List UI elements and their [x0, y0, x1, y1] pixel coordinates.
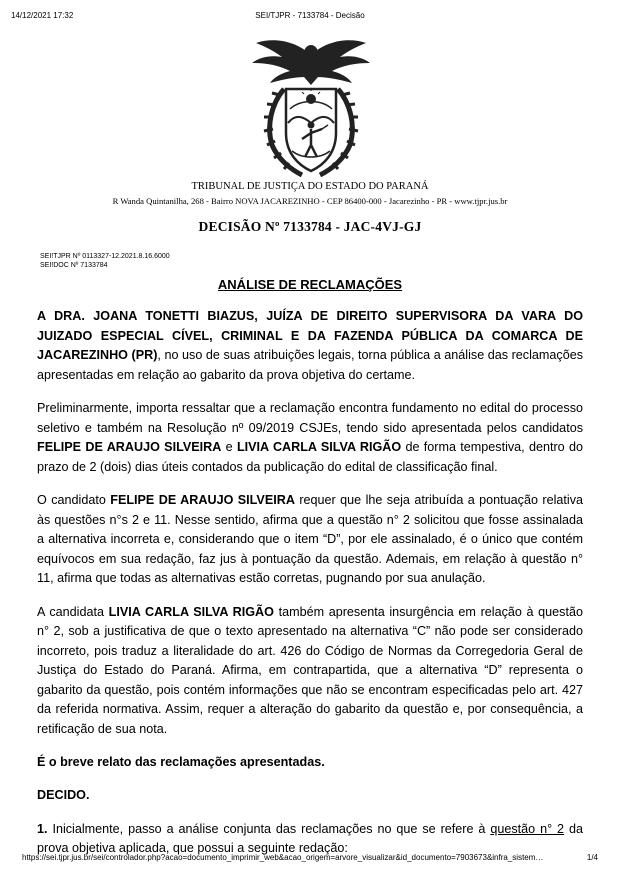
paragraph-candidate-felipe [37, 491, 583, 589]
print-header [0, 0, 620, 26]
page-counter: 1/4 [586, 853, 598, 862]
paragraph-item-1-text-b: da prova objetiva aplicada, que possui a seguinte redação: [37, 821, 583, 856]
court-address: R Wanda Quintanilha, 268 - Bairro NOVA JACAREZINHO - CEP 86400-000 - Jacarezinho - PR - www.tjpr.jus.br [112, 196, 508, 206]
candidate-name-2: LIVIA CARLA SILVA RIGÃO [236, 440, 402, 455]
paragraph-item-1-text-a: Inicialmente, passo a análise conjunta das reclamações no que se refere à [47, 821, 491, 836]
paragraph-preliminary [37, 399, 583, 477]
paragraph-preliminary-and: e [221, 440, 237, 455]
parana-coat-of-arms-icon [244, 33, 378, 178]
candidate-name-1: FELIPE DE ARAUJO SILVEIRA [37, 440, 222, 455]
print-page-title: SEI/TJPR - 7133784 - Decisão [255, 11, 365, 20]
paragraph-felipe-text-b: requer que lhe seja atribuída a pontuação relativa às questões n°s 2 e 11. Nesse sentido, afirma que a questão n° 2 solicitou que fosse assinalada a alternativa incorreta e, considerando que o item “D”, por ele assinalado, é o único que contém equívocos em sua redação, faz jus à pontuação da questão. Ademais, em relação à questão n° 11, afirma que todas as alternativas estão corretas, pugnando por sua anulação. [37, 492, 583, 586]
candidate-name-felipe: FELIPE DE ARAUJO SILVEIRA [110, 492, 295, 507]
section-heading: ANÁLISE DE RECLAMAÇÕES [217, 277, 403, 292]
sei-doc-number: SEI!DOC Nº 7133784 [40, 262, 108, 269]
court-name: TRIBUNAL DE JUSTIÇA DO ESTADO DO PARANÁ [191, 181, 429, 192]
paragraph-preliminary-text-b: de forma tempestiva, dentro do prazo de 2 (dois) dias úteis contados da publicação do edital de classificação final. [37, 440, 583, 474]
paragraph-intro [37, 307, 583, 385]
paragraph-livia-text-a: A candidata [37, 604, 109, 619]
paragraph-livia-text-b: também apresenta insurgência em relação à questão n° 2, sob a justificativa de que o texto apresentado na alternativa “C” não pode ser considerado incorreto, pois traduz a literalidade do art. 426 do Código de Normas da Corregedoria Geral de Justiça do Estado do Paraná. Afirma, em contrapartida, que a alternativa “D” representa o gabarito da questão, pois contém informações que não se encontram especificadas pelo art. 427 da referida normativa. Assim, requer a alteração do gabarito da questão e, por consequência, a retificação de sua nota. [37, 604, 583, 737]
item-number: 1. [37, 821, 48, 836]
paragraph-felipe-text-a: O candidato [37, 492, 111, 507]
print-url: https://sei.tjpr.jus.br/sei/controlador.php?acao=documento_imprimir_web&acao_origem=arvore_visualizar&id_documento=7903673&infra_sistem… [22, 853, 544, 862]
judge-name: A DRA. JOANA TONETTI BIAZUS, JUÍZA DE DIREITO SUPERVISORA DA VARA DO JUIZADO ESPECIAL CÍVEL, CRIMINAL E DA FAZENDA PÚBLICA DA COMARCA DE JACAREZINHO (PR) [37, 309, 583, 363]
question-2-link[interactable]: questão n° 2 [490, 821, 565, 836]
candidate-name-livia: LIVIA CARLA SILVA RIGÃO [108, 604, 274, 619]
paragraph-decido: DECIDO. [37, 788, 90, 803]
paragraph-preliminary-text-a: Preliminarmente, importa ressaltar que a reclamação encontra fundamento no edital do processo seletivo e também na Resolução nº 09/2019 CSJEs, tendo sido apresentada pelos candidatos [37, 400, 583, 435]
print-datetime: 14/12/2021 17:32 [11, 11, 74, 20]
sei-metadata [40, 252, 170, 270]
sei-process-number: SEI!TJPR Nº 0113327-12.2021.8.16.6000 [40, 253, 170, 260]
document-body [37, 307, 583, 872]
print-footer [0, 850, 620, 864]
paragraph-summary: É o breve relato das reclamações apresentadas. [37, 755, 325, 770]
paragraph-intro-text: , no uso de suas atribuições legais, torna pública a análise das reclamações apresentadas em relação ao gabarito da prova objetiva do certame. [37, 348, 583, 382]
paragraph-candidate-livia [37, 603, 583, 740]
decision-title: DECISÃO Nº 7133784 - JAC-4VJ-GJ [198, 219, 422, 234]
